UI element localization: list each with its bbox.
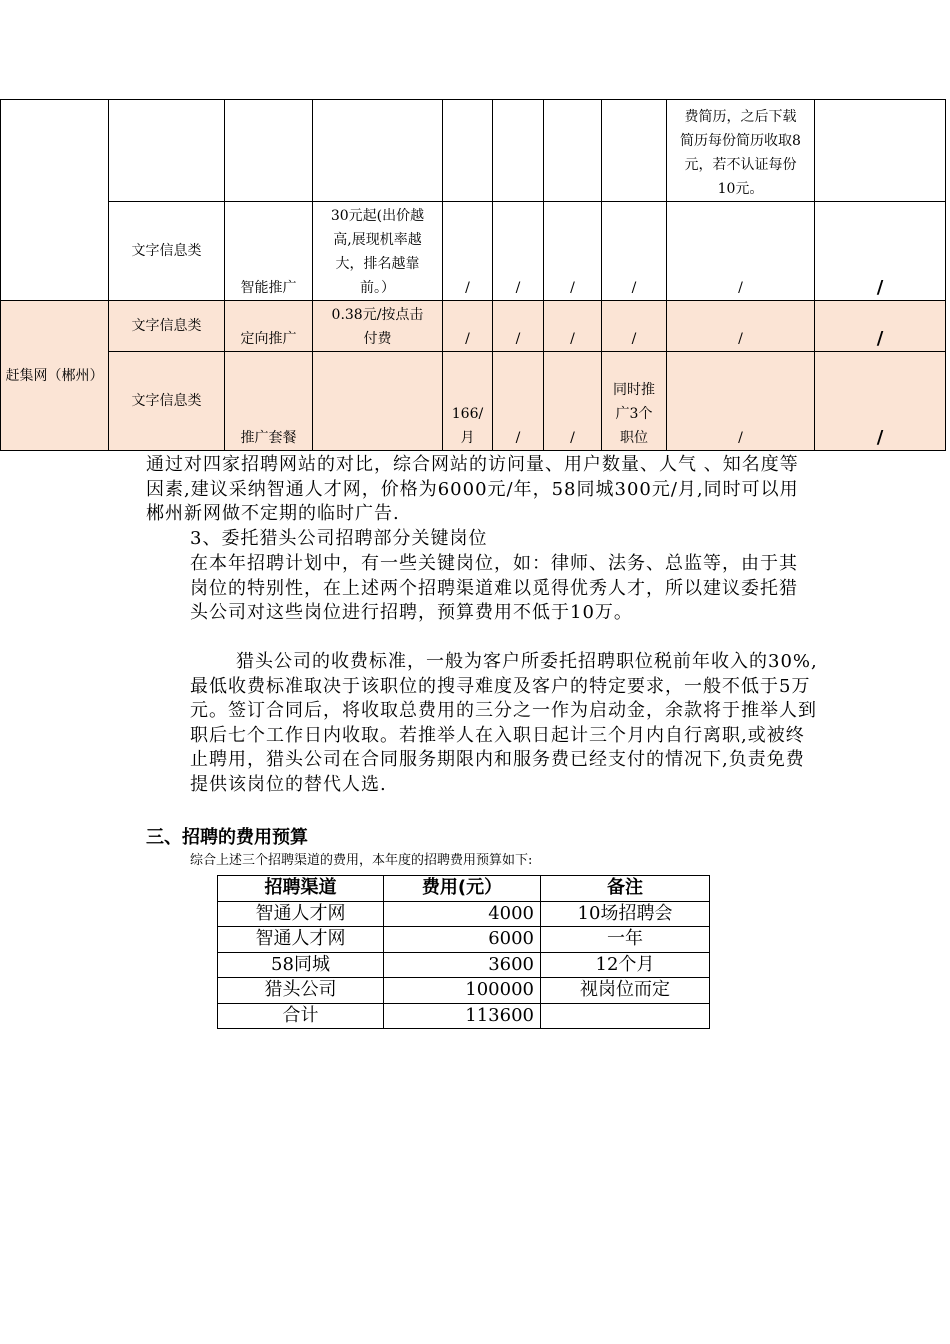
- table-row: 58同城 3600 12个月: [218, 952, 710, 978]
- budget-table: [217, 875, 710, 1029]
- column-header: 招聘渠道: [218, 876, 384, 902]
- column-header: 备注: [541, 876, 710, 902]
- fee-standard-paragraph: 猎头公司的收费标准，一般为客户所委托招聘职位税前年收入的30%,最低收费标准取决于该职位的搜寻难度及客户的特定要求，一般不低于5万元。签订合同后，将收取总费用的三分之一作为启动金，余款将于推举人到职后七个工作日内收取。若推举人在入职日起计三个月内自行离职,或被终止聘用，猎头公司在合同服务期限内和服务费已经支付的情况下,负责免费提供该岗位的替代人选.: [190, 651, 818, 795]
- table-row: 赶集网（郴州） 文字信息类 定向推广 0.38元/按点击付费 / / / / / /: [1, 301, 946, 352]
- table-row: 文字信息类 推广套餐 166/月 / / 同时推广3个职位 / /: [1, 352, 946, 451]
- headhunter-paragraph: 在本年招聘计划中，有一些关键岗位，如：律师、法务、总监等，由于其岗位的特别性，在上述两个招聘渠道难以觅得优秀人才，所以建议委托猎头公司对这些岗位进行招聘，预算费用不低于10万。: [190, 553, 798, 623]
- note-cell: 费简历，之后下载简历每份简历收取8元，若不认证每份10元。: [667, 100, 815, 202]
- comparison-conclusion: 通过对四家招聘网站的对比，综合网站的访问量、用户数量、人气 、知名度等因素,建议采纳智通人才网，价格为6000元/年，58同城300元/月,同时可以用郴州新网做不定期的临时广告.: [146, 454, 799, 524]
- platform-cell: 赶集网（郴州）: [1, 301, 109, 451]
- channel-comparison-table: [0, 99, 946, 451]
- price-cell: 30元起(出价越高,展现机率越大，排名越靠前。）: [313, 202, 443, 301]
- table-row: 智通人才网 6000 一年: [218, 927, 710, 953]
- table-header-row: [218, 876, 710, 902]
- info-type-cell: 文字信息类: [109, 301, 225, 352]
- subsection-title: 3、委托猎头公司招聘部分关键岗位: [190, 528, 488, 549]
- table-row: 文字信息类 智能推广 30元起(出价越高,展现机率越大，排名越靠前。） / / / / / /: [1, 202, 946, 301]
- column-header: 费用(元）: [384, 876, 541, 902]
- platform-cell: [1, 100, 109, 301]
- info-type-cell: 文字信息类: [109, 202, 225, 301]
- table-row: [1, 100, 946, 202]
- section-intro: 综合上述三个招聘渠道的费用，本年度的招聘费用预算如下:: [190, 853, 533, 868]
- section-heading: 三、招聘的费用预算: [146, 827, 308, 848]
- promo-type-cell: 智能推广: [225, 202, 313, 301]
- table-row: 智通人才网 4000 10场招聘会: [218, 901, 710, 927]
- table-total-row: 合计 113600: [218, 1003, 710, 1029]
- table-row: 猎头公司 100000 视岗位而定: [218, 978, 710, 1004]
- price-cell: 0.38元/按点击付费: [313, 301, 443, 352]
- promo-type-cell: 推广套餐: [225, 352, 313, 451]
- info-type-cell: 文字信息类: [109, 352, 225, 451]
- promo-type-cell: 定向推广: [225, 301, 313, 352]
